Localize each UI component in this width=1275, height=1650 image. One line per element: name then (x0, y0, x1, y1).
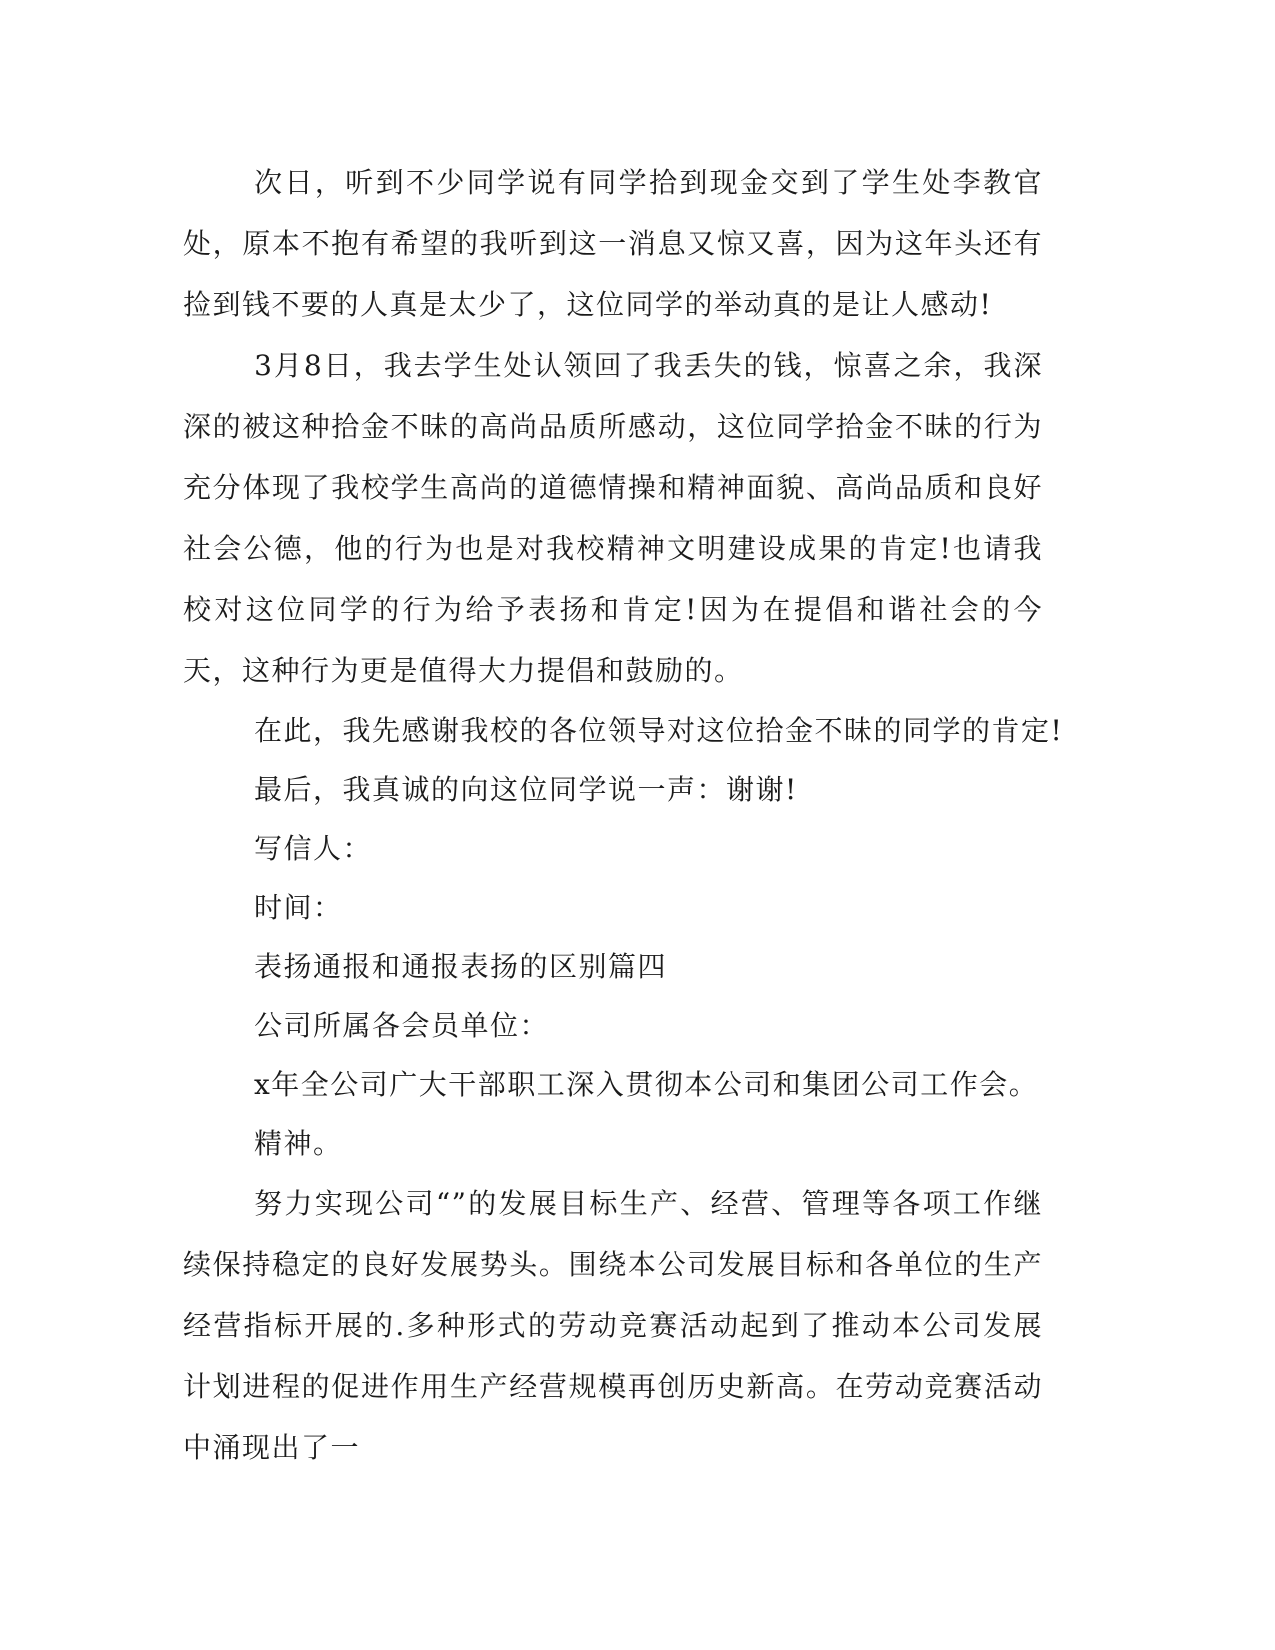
document-body (183, 152, 1064, 1478)
paragraph-thanks-leaders: 在此，我先感谢我校的各位领导对这位拾金不昧的同学的肯定! (254, 714, 1064, 747)
paragraph-claimed-money: 3月8日，我去学生处认领回了我丢失的钱，惊喜之余，我深深的被这种拾金不昧的高尚品质所感动，这位同学拾金不昧的行为充分体现了我校学生高尚的道德情操和精神面貌、高尚品质和良好社会公德，他的行为也是对我校精神文明建设成果的肯定!也请我校对这位同学的行为给予表扬和肯定!因为在提倡和谐社会的今天，这种行为更是值得大力提倡和鼓励的。 (183, 349, 1043, 687)
paragraph-company-goals: 努力实现公司“”的发展目标生产、经营、管理等各项工作继续保持稳定的良好发展势头。围绕本公司发展目标和各单位的生产经营指标开展的.多种形式的劳动竞赛活动起到了推动本公司发展计划进程的促进作用生产经营规模再创历史新高。在劳动竞赛活动中涌现出了一 (183, 1187, 1043, 1464)
section-heading: 表扬通报和通报表扬的区别篇四 (254, 950, 668, 983)
paragraph-found-money-news: 次日，听到不少同学说有同学拾到现金交到了学生处李教官处，原本不抱有希望的我听到这一消息又惊又喜，因为这年头还有捡到钱不要的人真是太少了，这位同学的举动真的是让人感动! (183, 166, 1043, 321)
salutation: 公司所属各会员单位： (254, 1009, 550, 1042)
paragraph-company-meeting: x年全公司广大干部职工深入贯彻本公司和集团公司工作会。 (254, 1068, 1039, 1101)
signature-writer-label: 写信人： (254, 832, 373, 865)
paragraph-spirit: 精神。 (254, 1127, 343, 1160)
paragraph-final-thanks: 最后，我真诚的向这位同学说一声：谢谢! (254, 773, 798, 806)
signature-date-label: 时间： (254, 891, 343, 924)
